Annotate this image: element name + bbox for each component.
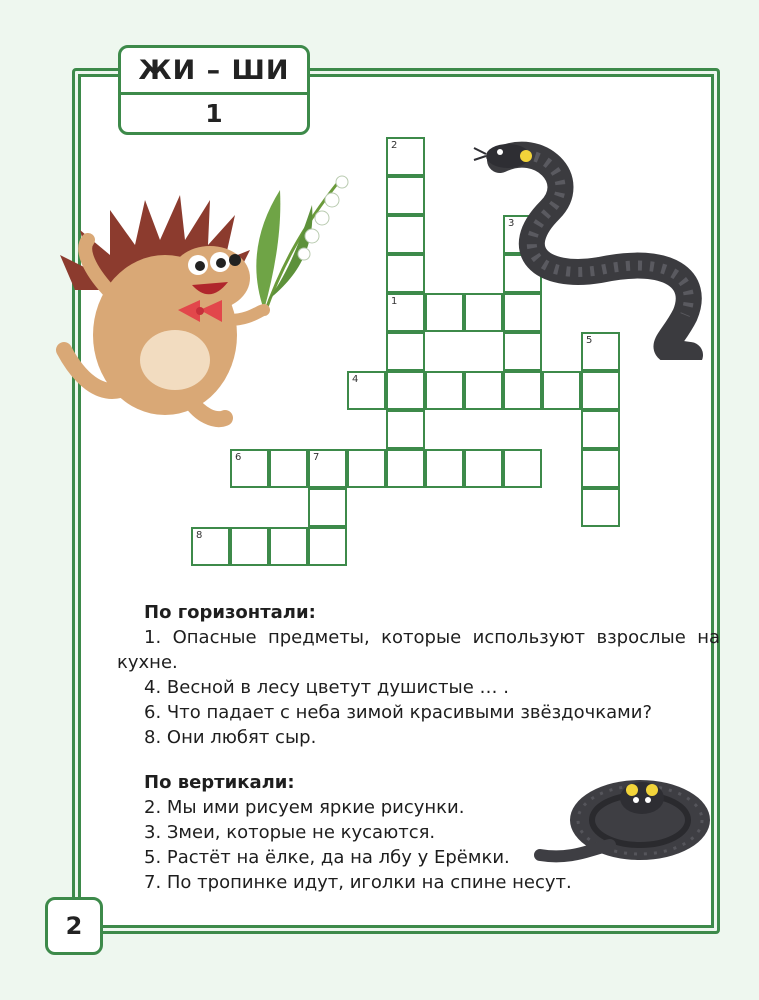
crossword-cell[interactable] [386, 410, 425, 449]
down-heading: По вертикали: [144, 772, 295, 793]
crossword-cell[interactable] [542, 371, 581, 410]
title-box [118, 45, 310, 135]
clue-down-7: 7. По тропинке идут, иголки на спине несут. [144, 872, 572, 893]
crossword-cell[interactable] [581, 449, 620, 488]
crossword-cell[interactable] [386, 371, 425, 410]
crossword-cell[interactable] [503, 371, 542, 410]
crossword-cell[interactable] [308, 527, 347, 566]
clue-down-2: 2. Мы ими рисуем яркие рисунки. [144, 797, 465, 818]
crossword-cell[interactable] [425, 293, 464, 332]
clue-across-8: 8. Они любят сыр. [144, 727, 317, 748]
clue-number: 1 [391, 296, 398, 307]
crossword-cell[interactable] [269, 449, 308, 488]
crossword-cell[interactable] [581, 371, 620, 410]
clue-number: 5 [586, 335, 593, 346]
crossword-cell[interactable] [230, 449, 269, 488]
clue-across-6: 6. Что падает с неба зимой красивыми звёздочками? [144, 702, 652, 723]
crossword-cell[interactable] [191, 527, 230, 566]
crossword-cell[interactable] [269, 527, 308, 566]
crossword-cell[interactable] [386, 449, 425, 488]
crossword-cell[interactable] [386, 293, 425, 332]
crossword-cell[interactable] [308, 488, 347, 527]
crossword-cell[interactable] [503, 449, 542, 488]
crossword-cell[interactable] [386, 332, 425, 371]
clue-number: 2 [391, 140, 398, 151]
crossword-cell[interactable] [386, 215, 425, 254]
clue-number: 7 [313, 452, 320, 463]
crossword-cell[interactable] [425, 449, 464, 488]
crossword-cell[interactable] [230, 527, 269, 566]
crossword-cell[interactable] [347, 449, 386, 488]
crossword-cell[interactable] [308, 449, 347, 488]
clue-across-4: 4. Весной в лесу цветут душистые … . [144, 677, 509, 698]
snake-top-illustration [470, 140, 710, 360]
exercise-number: 1 [205, 99, 223, 128]
crossword-cell[interactable] [464, 449, 503, 488]
clue-number: 3 [508, 218, 515, 229]
crossword-cell[interactable] [581, 410, 620, 449]
clue-number: 6 [235, 452, 242, 463]
crossword-cell[interactable] [581, 488, 620, 527]
clue-number: 8 [196, 530, 203, 541]
clue-down-5: 5. Растёт на ёлке, да на лбу у Ерёмки. [144, 847, 510, 868]
clues-section [117, 600, 720, 895]
across-heading: По горизонтали: [144, 602, 316, 623]
crossword-cell[interactable] [386, 254, 425, 293]
crossword-cell[interactable] [425, 371, 464, 410]
hedgehog-illustration [50, 160, 360, 430]
page-title: ЖИ – ШИ [121, 48, 307, 95]
page-number: 2 [45, 897, 103, 955]
crossword-cell[interactable] [464, 371, 503, 410]
crossword-cell[interactable] [386, 176, 425, 215]
clue-down-3: 3. Змеи, которые не кусаются. [144, 822, 436, 843]
clue-across-1: 1. Опасные предметы, которые используют взрослые на кухне. [117, 627, 720, 673]
clue-number: 4 [352, 374, 359, 385]
crossword-cell[interactable] [386, 137, 425, 176]
